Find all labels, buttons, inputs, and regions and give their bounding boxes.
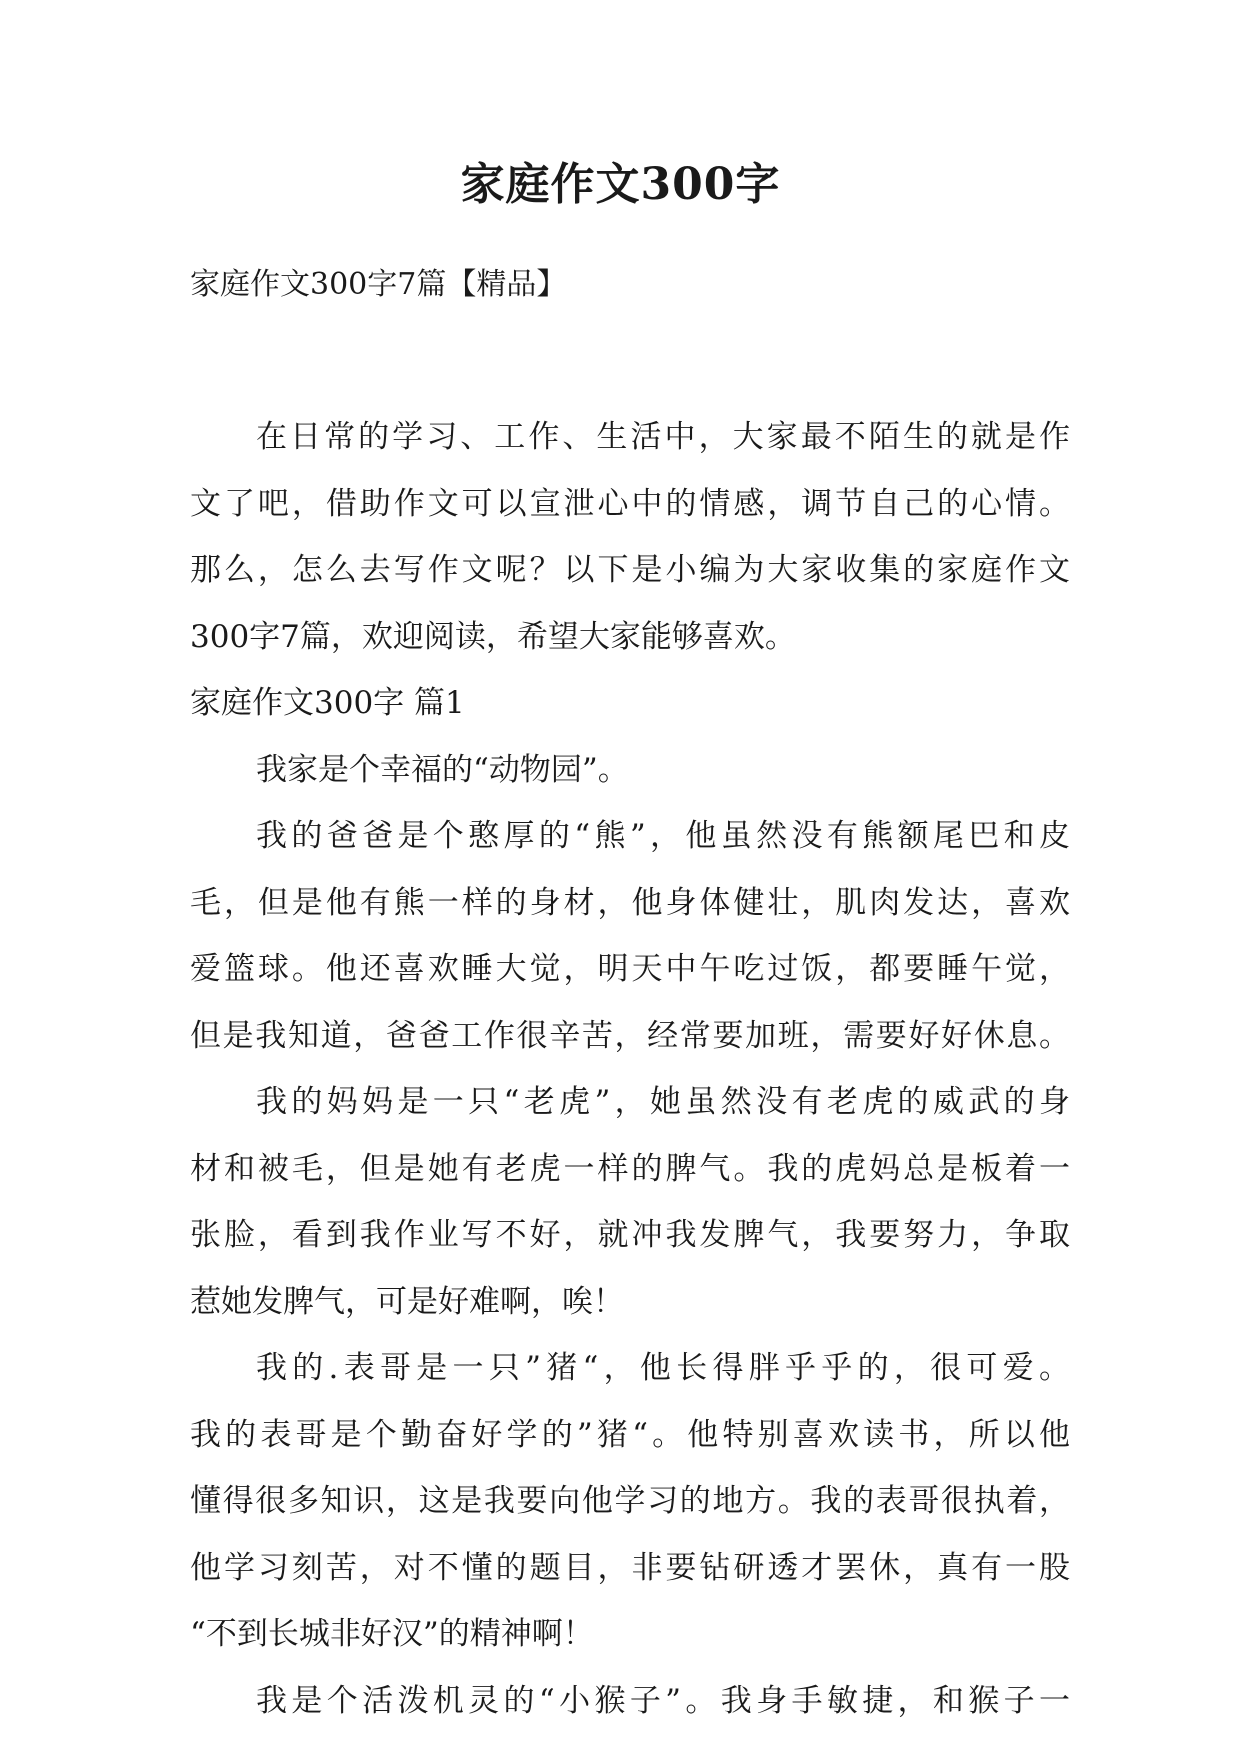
body-line: 但是我知道，爸爸工作很辛苦，经常要加班，需要好好休息。 <box>190 1017 1070 1054</box>
body-line: 爱篮球。他还喜欢睡大觉，明天中午吃过饭，都要睡午觉， <box>190 951 1070 987</box>
body-line: 毛，但是他有熊一样的身材，他身体健壮，肌肉发达，喜欢 <box>190 884 1070 921</box>
body-line: 我的表哥是个勤奋好学的”猪“。他特别喜欢读书，所以他 <box>190 1416 1070 1453</box>
body-line: 材和被毛，但是她有老虎一样的脾气。我的虎妈总是板着一 <box>190 1150 1070 1187</box>
document-subtitle: 家庭作文300字7篇【精品】 <box>190 267 567 302</box>
body-line: 300字7篇，欢迎阅读，希望大家能够喜欢。 <box>190 618 796 655</box>
document-title: 家庭作文300字 <box>460 159 781 210</box>
body-line: 我的妈妈是一只“老虎”，她虽然没有老虎的威武的身 <box>256 1084 1070 1120</box>
body-line: “不到长城非好汉”的精神啊！ <box>190 1616 594 1652</box>
body-line: 他学习刻苦，对不懂的题目，非要钻研透才罢休，真有一股 <box>190 1549 1070 1586</box>
section-heading: 家庭作文300字 篇1 <box>190 685 465 721</box>
body-line: 惹她发脾气，可是好难啊，唉！ <box>190 1283 624 1320</box>
body-line: 我家是个幸福的“动物园”。 <box>256 751 629 788</box>
body-line: 张脸，看到我作业写不好，就冲我发脾气，我要努力，争取 <box>190 1217 1070 1253</box>
body-line: 那么，怎么去写作文呢？以下是小编为大家收集的家庭作文 <box>190 552 1070 588</box>
document-body <box>190 404 1070 1734</box>
body-line: 懂得很多知识，这是我要向他学习的地方。我的表哥很执着， <box>190 1483 1070 1519</box>
body-line: 文了吧，借助作文可以宣泄心中的情感，调节自己的心情。 <box>190 485 1070 522</box>
body-line: 我的爸爸是个憨厚的“熊”，他虽然没有熊额尾巴和皮 <box>256 818 1070 854</box>
body-line: 在日常的学习、工作、生活中，大家最不陌生的就是作 <box>256 419 1070 455</box>
body-line: 我的.表哥是一只”猪“，他长得胖乎乎的，很可爱。 <box>256 1350 1070 1386</box>
body-line: 我是个活泼机灵的“小猴子”。我身手敏捷，和猴子一 <box>256 1682 1070 1719</box>
